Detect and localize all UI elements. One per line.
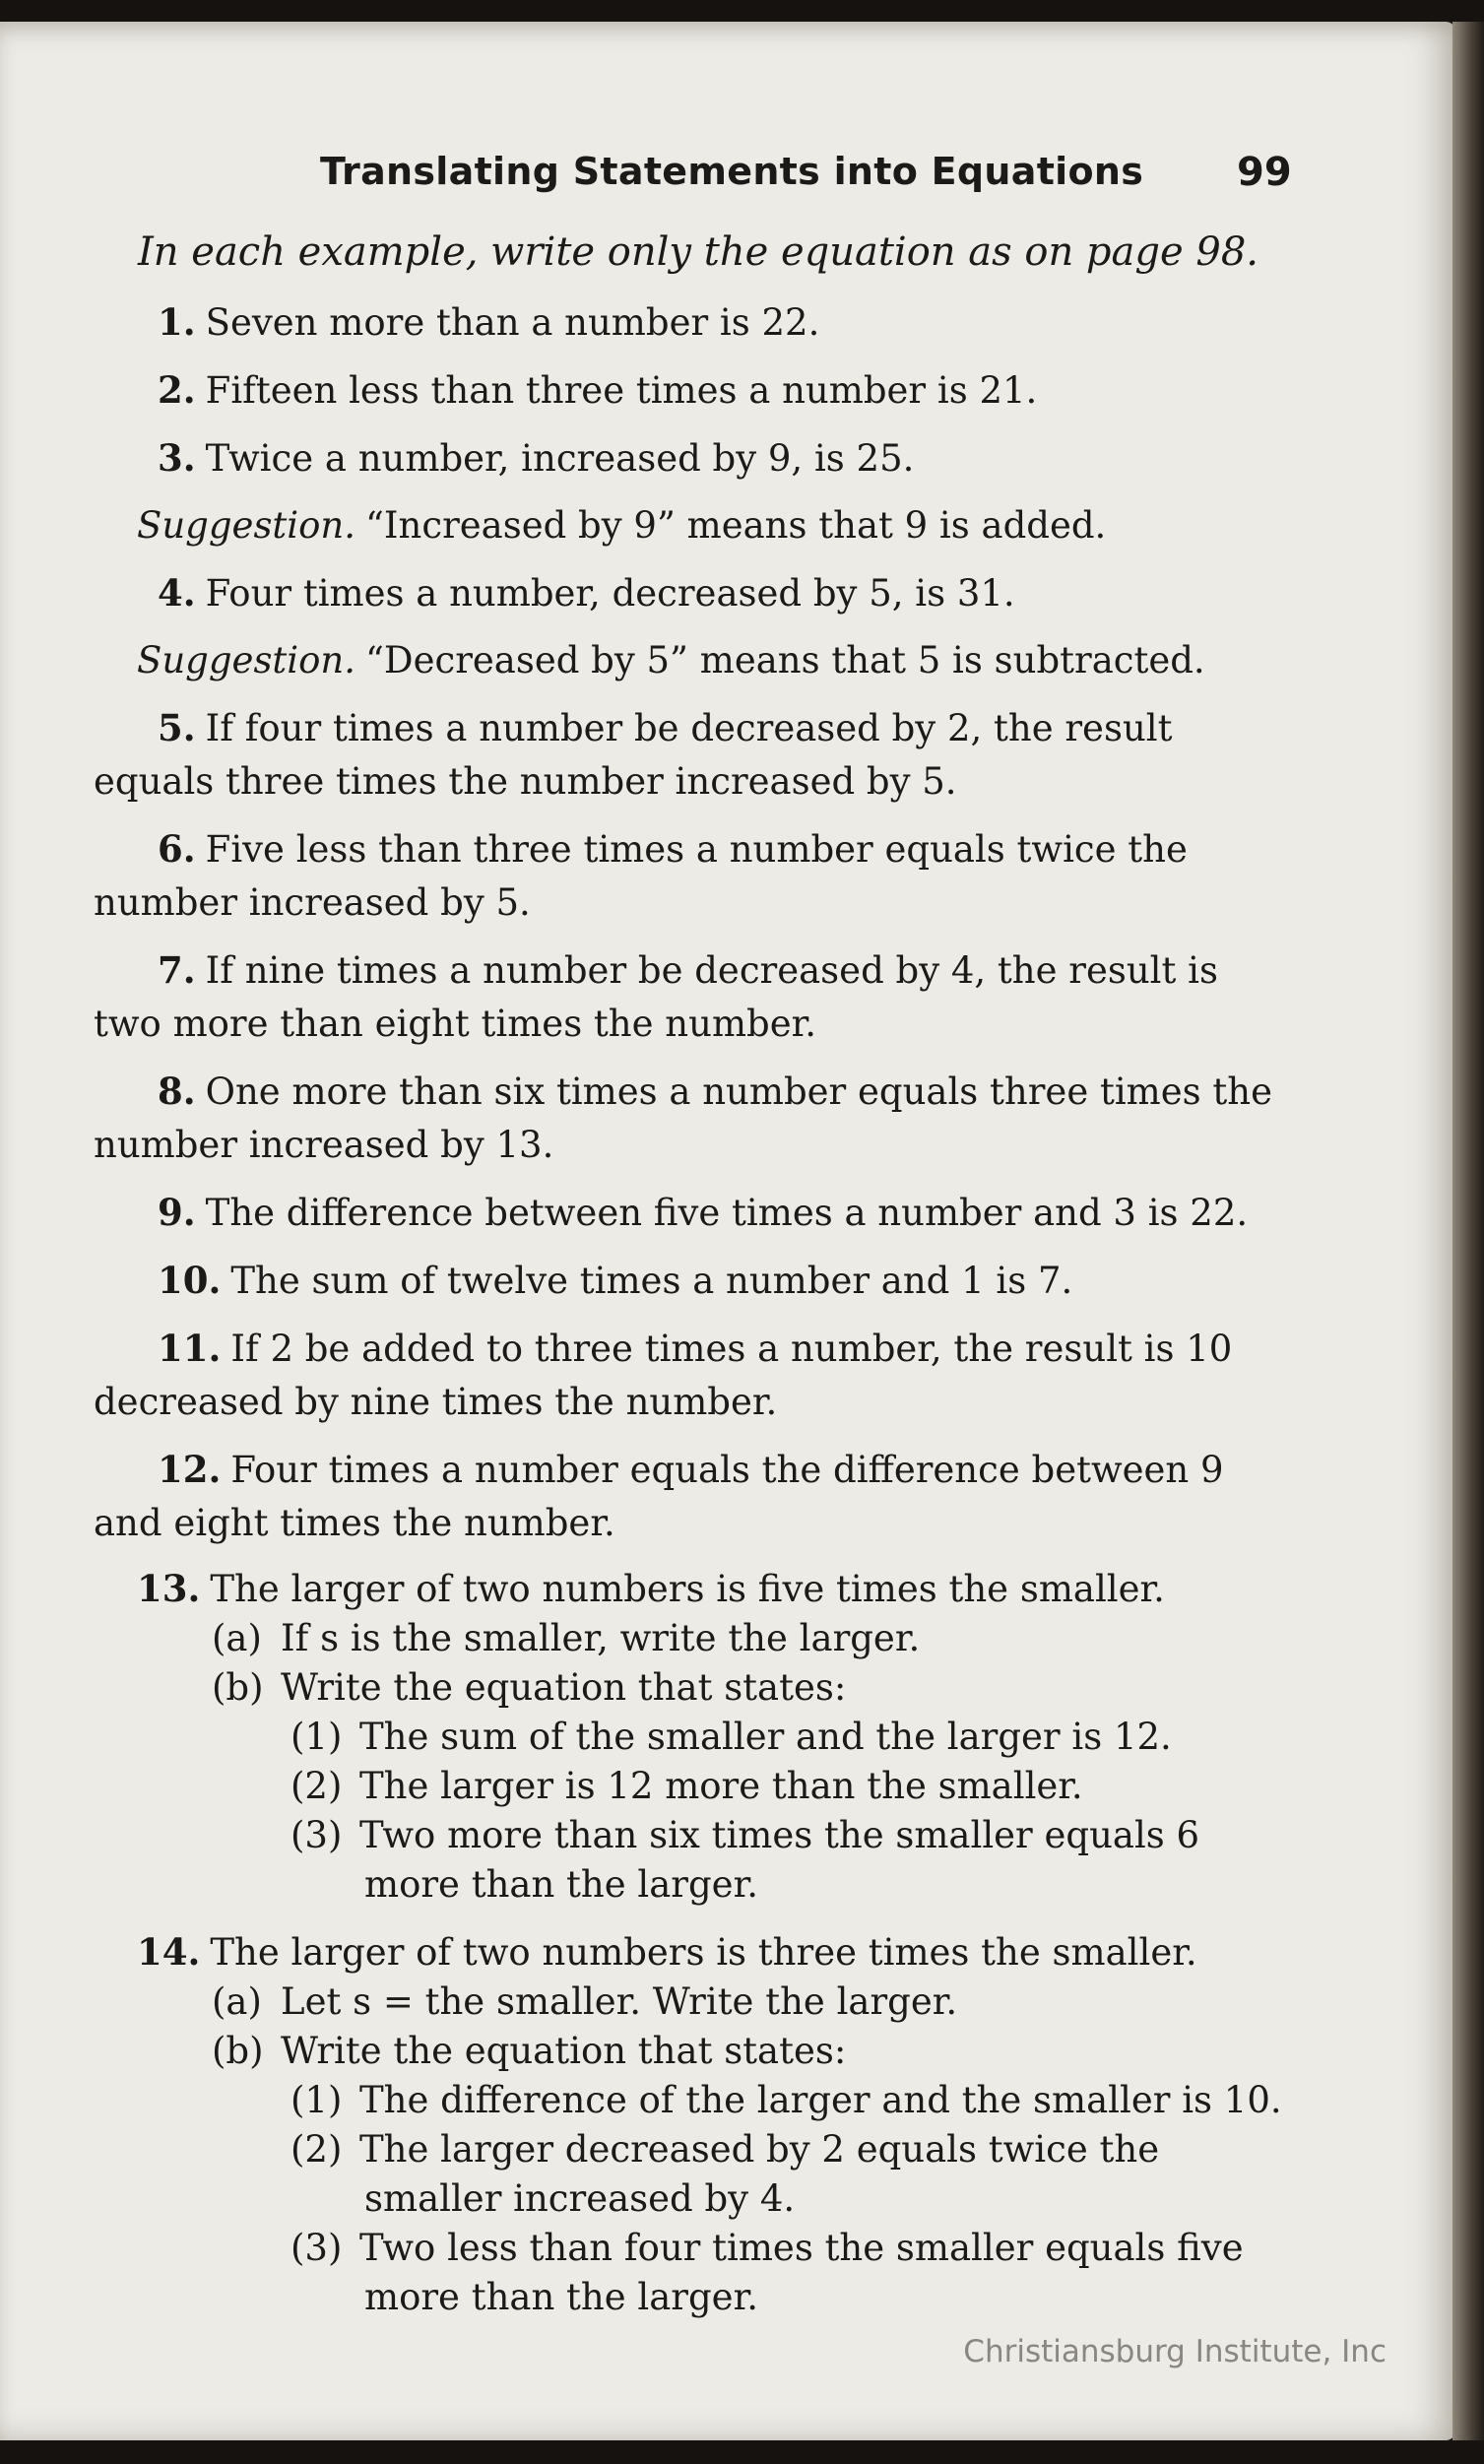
part-text: Write the equation that states: <box>281 1666 847 1709</box>
problem-number: 1. <box>158 300 196 344</box>
problem-1 <box>94 295 1290 350</box>
subpart-label: (2) <box>290 2128 343 2171</box>
subpart-1 <box>94 2076 1290 2125</box>
problem-number: 12. <box>158 1448 222 1491</box>
subpart-label: (2) <box>290 1765 343 1807</box>
suggestion-label: Suggestion. <box>137 504 355 547</box>
part-b <box>94 1663 1290 1713</box>
problem-text: The sum of twelve times a number and 1 is 7. <box>230 1260 1073 1302</box>
problem-text: One more than six times a number equals three times the number increased by 13. <box>94 1070 1273 1166</box>
subpart-3 <box>94 1811 1290 1910</box>
problem-14 <box>94 1927 1290 2322</box>
subpart-2 <box>94 1762 1290 1811</box>
problem-text: Four times a number equals the difference between 9 and eight times the number. <box>94 1449 1224 1544</box>
problem-number: 11. <box>158 1327 222 1370</box>
problem-8 <box>94 1065 1290 1172</box>
exercise-list <box>94 227 1290 2340</box>
problem-number: 14. <box>137 1930 201 1974</box>
subpart-3 <box>94 2224 1290 2322</box>
subpart-text: The difference of the larger and the smaller is 10. <box>359 2079 1282 2121</box>
running-title: Translating Statements into Equations <box>320 150 1144 193</box>
page-header <box>0 146 1455 205</box>
problem-number: 9. <box>158 1191 196 1234</box>
part-a <box>94 1978 1290 2027</box>
suggestion-text: “Increased by 9” means that 9 is added. <box>365 504 1107 547</box>
problem-text: Twice a number, increased by 9, is 25. <box>205 437 915 480</box>
suggestion-label: Suggestion. <box>137 639 355 681</box>
subpart-text: Two more than six times the smaller equals 6 more than the larger. <box>359 1814 1200 1906</box>
page-number: 99 <box>1237 150 1292 195</box>
problem-11 <box>94 1322 1290 1429</box>
instructions: In each example, write only the equation as on page 98. <box>138 229 1258 275</box>
problem-text: If 2 be added to three times a number, the result is 10 decreased by nine times the number. <box>94 1328 1233 1423</box>
part-text: Let s = the smaller. Write the larger. <box>281 1980 958 2023</box>
problem-number: 10. <box>158 1259 222 1302</box>
subpart-1 <box>94 1713 1290 1762</box>
suggestion-text: “Decreased by 5” means that 5 is subtracted. <box>365 639 1205 681</box>
problem-5 <box>94 701 1290 809</box>
problem-number: 13. <box>137 1567 201 1610</box>
page-edge-shadow <box>1452 22 1484 2440</box>
part-label: (b) <box>212 2030 264 2072</box>
part-label: (a) <box>212 1617 262 1659</box>
subpart-label: (3) <box>290 2227 343 2269</box>
problem-number: 3. <box>158 436 196 480</box>
problem-9 <box>94 1186 1290 1240</box>
problem-text: Fifteen less than three times a number is 21. <box>205 369 1038 412</box>
problem-text: The larger of two numbers is five times the smaller. <box>210 1568 1165 1610</box>
problem-text: If nine times a number be decreased by 4, the result is two more than eight times the number. <box>94 949 1218 1045</box>
subpart-text: The larger is 12 more than the smaller. <box>359 1765 1083 1807</box>
suggestion-1 <box>94 499 1290 552</box>
problem-number: 6. <box>158 827 196 871</box>
subpart-label: (1) <box>290 2079 343 2121</box>
book-page <box>0 22 1455 2440</box>
problem-stem <box>94 1564 1290 1614</box>
problem-4 <box>94 566 1290 620</box>
subpart-2 <box>94 2125 1290 2224</box>
problem-text: Four times a number, decreased by 5, is 31. <box>205 572 1015 615</box>
subpart-text: The larger decreased by 2 equals twice the smaller increased by 4. <box>359 2128 1160 2220</box>
problem-number: 7. <box>158 948 196 992</box>
suggestion-2 <box>94 634 1290 687</box>
problem-number: 8. <box>158 1070 196 1113</box>
problem-number: 5. <box>158 706 196 749</box>
problem-2 <box>94 363 1290 418</box>
part-text: Write the equation that states: <box>281 2030 847 2072</box>
problem-number: 4. <box>158 571 196 615</box>
problem-text: Seven more than a number is 22. <box>205 301 820 344</box>
problem-10 <box>94 1254 1290 1308</box>
part-label: (a) <box>212 1980 262 2023</box>
problem-6 <box>94 822 1290 930</box>
problem-text: The difference between five times a number and 3 is 22. <box>205 1192 1249 1234</box>
problem-stem <box>94 1927 1290 1978</box>
watermark: Christiansburg Institute, Inc <box>963 2334 1387 2369</box>
problem-3 <box>94 431 1290 486</box>
part-text: If s is the smaller, write the larger. <box>281 1617 921 1659</box>
subpart-text: The sum of the smaller and the larger is 12. <box>359 1716 1172 1758</box>
problem-7 <box>94 943 1290 1051</box>
problem-text: The larger of two numbers is three times the smaller. <box>210 1931 1197 1974</box>
subpart-label: (1) <box>290 1716 343 1758</box>
problem-13 <box>94 1564 1290 1910</box>
part-b <box>94 2027 1290 2076</box>
subpart-label: (3) <box>290 1814 343 1856</box>
part-label: (b) <box>212 1666 264 1709</box>
problem-text: If four times a number be decreased by 2, the result equals three times the number increased by 5. <box>94 707 1173 803</box>
part-a <box>94 1614 1290 1663</box>
problem-number: 2. <box>158 368 196 412</box>
problem-text: Five less than three times a number equals twice the number increased by 5. <box>94 828 1188 924</box>
subpart-text: Two less than four times the smaller equals five more than the larger. <box>359 2227 1244 2318</box>
problem-12 <box>94 1443 1290 1550</box>
